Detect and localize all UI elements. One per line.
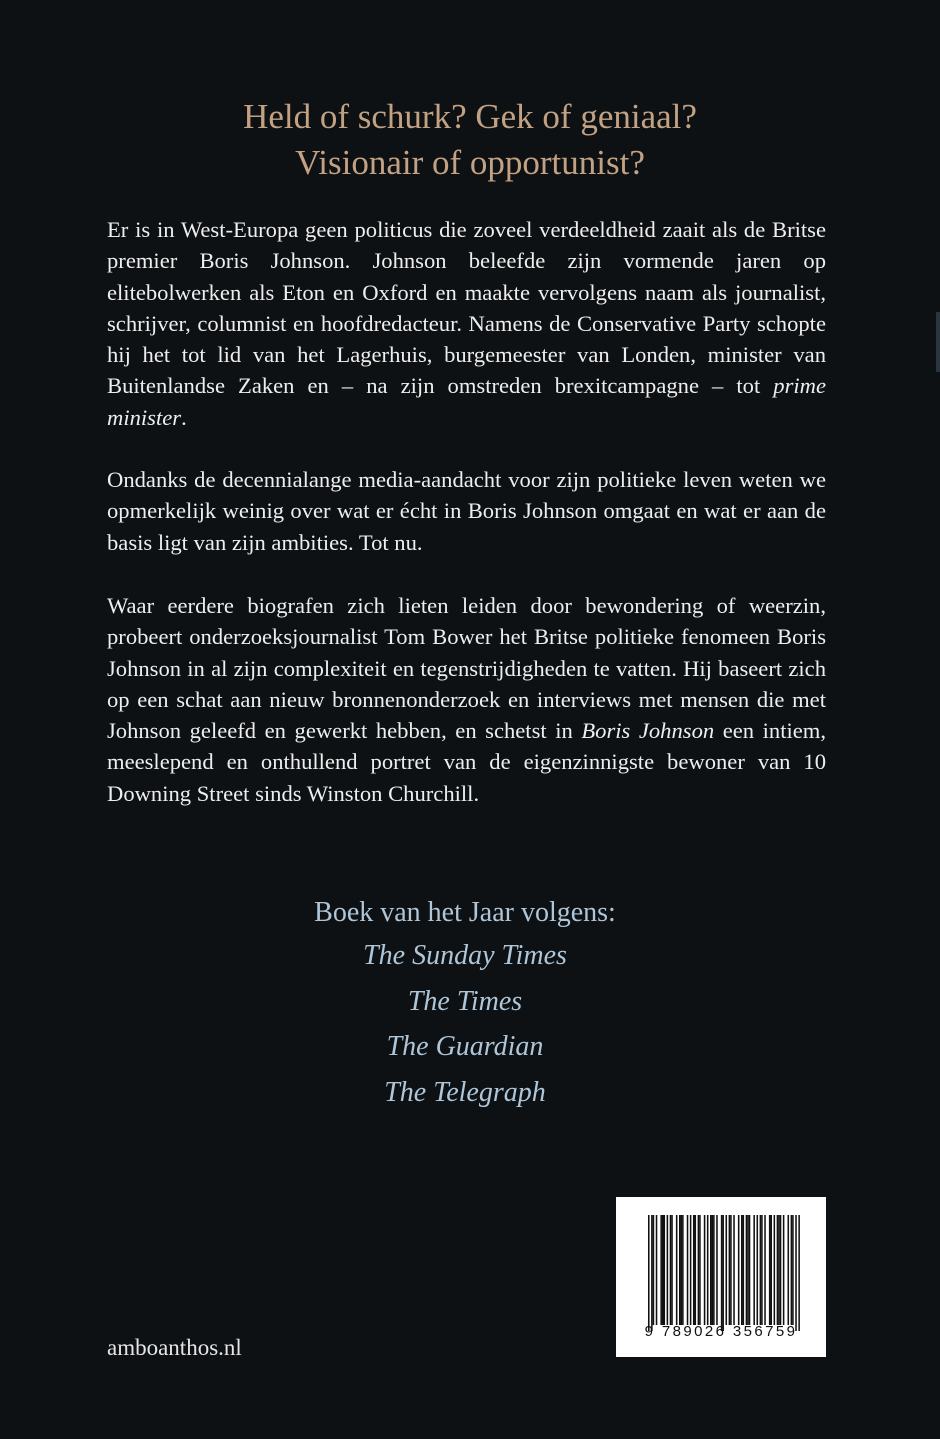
barcode-bar	[660, 1215, 662, 1325]
barcode-bar	[681, 1215, 683, 1325]
barcode-bar	[780, 1215, 782, 1325]
barcode-bar	[679, 1215, 681, 1325]
barcode-bar	[743, 1215, 745, 1325]
barcode-bar	[693, 1215, 695, 1325]
barcode-bar	[676, 1215, 678, 1325]
blurb-paragraph-3-end: een intiem, meeslepend en onthullend portret van de eigenzinnigste bewoner van 10 Downing Street sinds Winston Churchill.	[107, 718, 827, 806]
barcode-bar	[664, 1215, 666, 1325]
publisher-website: amboanthos.nl	[107, 1335, 242, 1360]
headline-line-2: Visionair of opportunist?	[295, 143, 645, 182]
barcode-bar	[747, 1215, 749, 1325]
barcode-bar	[651, 1215, 653, 1331]
blurb-italic-book-title: Boris Johnson	[581, 718, 715, 744]
award-publication: The Guardian	[386, 1031, 544, 1062]
barcode-bar	[687, 1215, 689, 1325]
barcode-bar	[764, 1215, 766, 1325]
blurb-paragraph-1-end: .	[181, 404, 187, 430]
barcode-bar	[741, 1215, 743, 1325]
barcode-bar	[795, 1215, 797, 1331]
award-publication: The Times	[407, 985, 523, 1017]
blurb-paragraph-2: Ondanks de decennialange media-aandacht voor zijn politieke leven weten we opmerkelijk weinig over wat er écht in Boris Johnson omgaat en wat er aan de basis ligt van zijn ambities. Tot nu.	[107, 467, 826, 555]
barcode-bar	[769, 1215, 771, 1325]
barcode-bar	[778, 1215, 780, 1325]
headline	[0, 94, 940, 186]
blurb-paragraph-3-text: Waar eerdere biografen zich lieten leiden door bewondering of weerzin, probeert onderzoeksjournalist Tom Bower het Britse politieke fenomeen Boris Johnson in al zijn complexiteit en tegenstrijdigheden te vatten. Hij baseert zich op een schat aan nieuw bronnenonderzoek en interviews met mensen die met Johnson geleefd en gewerkt hebben, en schetst in	[107, 593, 826, 744]
barcode-bar	[670, 1215, 672, 1325]
barcode-bar	[716, 1215, 718, 1325]
barcode-bar	[760, 1215, 762, 1325]
barcode-bar	[798, 1215, 800, 1331]
headline-line-1: Held of schurk? Gek of geniaal?	[243, 97, 697, 136]
barcode-bar	[707, 1215, 709, 1325]
barcode-label	[616, 1197, 826, 1357]
barcode-bar	[699, 1215, 701, 1325]
barcode-bar	[746, 1215, 748, 1325]
barcode-bar	[713, 1215, 715, 1325]
barcode-bar	[791, 1215, 793, 1325]
barcode-bar	[722, 1215, 724, 1331]
barcode-bar	[698, 1215, 700, 1325]
barcode-bar	[656, 1215, 658, 1325]
barcode-bar	[648, 1215, 650, 1331]
award-publication: The Sunday Times	[363, 940, 567, 971]
barcode-bar	[753, 1215, 755, 1325]
barcode-bar	[653, 1215, 655, 1325]
barcode-bar	[792, 1215, 794, 1325]
barcode-bar	[788, 1215, 790, 1325]
barcode-bar	[682, 1215, 684, 1325]
isbn-number: 9 789026 356759	[644, 1323, 798, 1340]
edge-mark	[936, 312, 940, 372]
barcode-bar	[783, 1215, 785, 1325]
blurb-paragraph-1-text: Er is in West-Europa geen politicus die zoveel verdeeldheid zaait als de Britse premier Boris Johnson. Johnson beleefde zijn vormende jaren op elitebolwerken als Eton en Oxford en maakte vervolgens naam als journalist, schrijver, columnist en hoofdredacteur. Namens de Conservative Party schopte hij het tot lid van het Lagerhuis, burgemeester van Londen, minister van Buitenlandse Zaken en – na zijn omstreden brexitcampagne – tot	[107, 217, 826, 399]
barcode-bar	[710, 1215, 712, 1325]
barcode-bar	[729, 1215, 731, 1325]
barcode-bar	[757, 1215, 759, 1325]
barcode-bar	[695, 1215, 697, 1325]
barcode-bar	[770, 1215, 772, 1325]
barcode-bar	[662, 1215, 664, 1325]
barcode-bar	[738, 1215, 740, 1325]
blurb-paragraph-1	[107, 214, 826, 433]
blurb-italic-prime-minister: prime minister	[107, 373, 826, 430]
barcode-bar	[726, 1215, 728, 1325]
barcode-bar	[690, 1215, 692, 1325]
barcode-bar	[721, 1215, 723, 1331]
awards-title: Boek van het Jaar volgens:	[314, 897, 616, 928]
barcode-bar	[749, 1215, 751, 1325]
barcode-bar	[777, 1215, 779, 1325]
barcode-bar	[761, 1215, 763, 1325]
barcode-bar	[667, 1215, 669, 1325]
barcode-bar	[733, 1215, 735, 1325]
barcode-bar	[774, 1215, 776, 1325]
barcode-bar	[704, 1215, 706, 1325]
awards-block	[0, 893, 930, 1115]
award-publication: The Telegraph	[384, 1076, 546, 1108]
blurb-paragraph-3	[107, 590, 826, 809]
barcode-bar	[730, 1215, 732, 1325]
barcode-bar	[712, 1215, 714, 1325]
barcode-bar	[671, 1215, 673, 1325]
